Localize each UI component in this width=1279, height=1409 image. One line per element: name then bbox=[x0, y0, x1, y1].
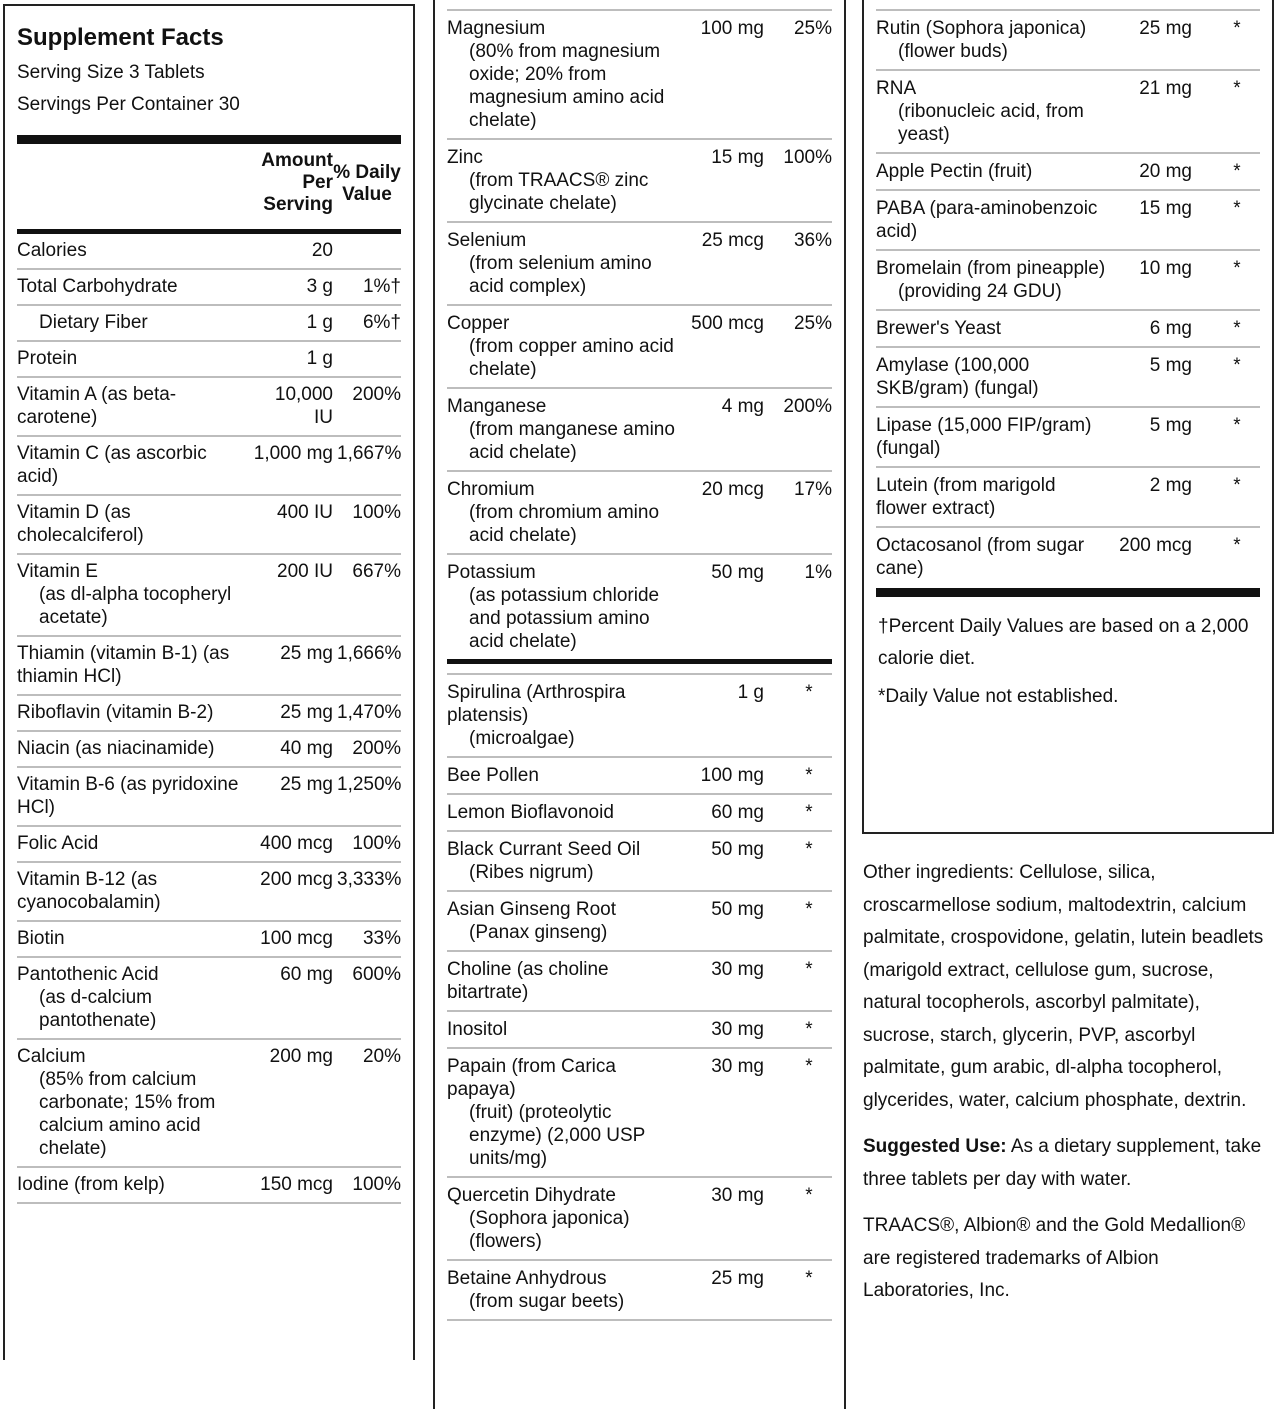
nutrient-amount: 500 mcg bbox=[691, 313, 764, 334]
nutrient-row bbox=[17, 922, 401, 958]
nutrient-amount: 25 mg bbox=[280, 702, 333, 723]
nutrient-daily-value: * bbox=[805, 959, 813, 980]
nutrient-amount: 20 mg bbox=[1139, 161, 1192, 182]
nutrient-amount: 25 mg bbox=[1139, 18, 1192, 39]
nutrient-name bbox=[17, 701, 253, 724]
nutrient-label: Total Carbohydrate bbox=[17, 276, 178, 297]
serving-size: Serving Size 3 Tablets bbox=[17, 62, 205, 83]
nutrient-row bbox=[17, 863, 401, 922]
divider-thick bbox=[17, 135, 401, 144]
nutrient-source: (80% from magnesium oxide; 20% from magnesium amino acid chelate) bbox=[469, 41, 665, 131]
nutrient-daily-value: 1% bbox=[804, 562, 832, 583]
nutrient-row bbox=[17, 270, 401, 306]
nutrient-row bbox=[447, 306, 832, 389]
nutrient-row bbox=[876, 154, 1260, 191]
nutrient-amount: 15 mg bbox=[1139, 198, 1192, 219]
nutrient-daily-value: 25% bbox=[793, 18, 832, 39]
nutrient-amount: 20 mcg bbox=[701, 479, 764, 500]
nutrient-label: Iodine (from kelp) bbox=[17, 1174, 165, 1195]
nutrient-label: Bromelain (from pineapple) bbox=[876, 258, 1106, 279]
nutrient-label: PABA (para-aminobenzoic acid) bbox=[876, 198, 1098, 242]
nutrient-row bbox=[447, 892, 832, 952]
nutrient-daily-value: 100% bbox=[783, 147, 832, 168]
nutrient-daily-value: * bbox=[1233, 198, 1241, 219]
nutrient-amount: 25 mcg bbox=[701, 230, 764, 251]
nutrient-name bbox=[17, 773, 253, 819]
nutrient-label: Black Currant Seed Oil bbox=[447, 839, 641, 860]
nutrient-row bbox=[876, 528, 1260, 586]
nutrient-label: Niacin (as niacinamide) bbox=[17, 738, 215, 759]
nutrient-label: Vitamin B-12 (as cyanocobalamin) bbox=[17, 869, 161, 913]
nutrient-row bbox=[17, 827, 401, 863]
nutrient-name bbox=[447, 146, 684, 215]
nutrient-label: Octacosanol (from sugar cane) bbox=[876, 535, 1085, 579]
nutrient-label: Apple Pectin (fruit) bbox=[876, 161, 1033, 182]
nutrient-row bbox=[447, 1261, 832, 1321]
nutrient-label: Spirulina (Arthrospira platensis) bbox=[447, 682, 626, 726]
nutrient-label: Potassium bbox=[447, 562, 536, 583]
nutrient-amount: 400 mcg bbox=[260, 833, 333, 854]
nutrient-source: (from manganese amino acid chelate) bbox=[469, 419, 675, 463]
nutrient-label: Papain (from Carica papaya) bbox=[447, 1056, 616, 1100]
nutrient-name bbox=[17, 832, 253, 855]
amount-per-serving-header: Amount Per Serving bbox=[261, 150, 333, 215]
nutrient-amount: 25 mg bbox=[280, 643, 333, 664]
nutrient-row bbox=[447, 9, 832, 140]
nutrient-amount: 3 g bbox=[306, 276, 333, 297]
nutrient-name bbox=[447, 561, 684, 653]
nutrient-row bbox=[447, 140, 832, 223]
nutrient-name bbox=[447, 898, 684, 944]
nutrient-row bbox=[447, 1049, 832, 1178]
nutrient-amount: 1 g bbox=[306, 312, 333, 333]
nutrient-row bbox=[17, 637, 401, 696]
nutrient-amount: 60 mg bbox=[280, 964, 333, 985]
nutrient-amount: 200 mg bbox=[269, 1046, 333, 1067]
label-title: Supplement Facts bbox=[17, 24, 224, 51]
nutrient-daily-value: 200% bbox=[352, 384, 401, 405]
nutrient-name bbox=[876, 160, 1112, 183]
nutrient-daily-value: 17% bbox=[793, 479, 832, 500]
nutrient-row bbox=[17, 1040, 401, 1168]
nutrient-daily-value: * bbox=[805, 899, 813, 920]
nutrient-row bbox=[17, 1168, 401, 1204]
nutrient-label: Copper bbox=[447, 313, 510, 334]
nutrient-row bbox=[447, 758, 832, 795]
nutrient-row bbox=[17, 768, 401, 827]
nutrient-amount: 200 mcg bbox=[1119, 535, 1192, 556]
nutrient-daily-value: * bbox=[805, 1019, 813, 1040]
nutrient-daily-value: * bbox=[1233, 535, 1241, 556]
nutrient-list-2b bbox=[447, 659, 832, 1321]
nutrient-name bbox=[17, 868, 253, 914]
nutrient-name bbox=[17, 1173, 253, 1196]
nutrient-source: (flower buds) bbox=[898, 41, 1008, 62]
nutrient-row bbox=[17, 437, 401, 496]
other-info bbox=[863, 857, 1273, 1322]
nutrient-name bbox=[447, 838, 684, 884]
nutrient-name bbox=[447, 801, 684, 824]
nutrient-list-1 bbox=[17, 234, 401, 1204]
nutrient-amount: 40 mg bbox=[280, 738, 333, 759]
nutrient-name bbox=[17, 927, 253, 950]
nutrient-name bbox=[876, 354, 1112, 400]
nutrient-row bbox=[876, 71, 1260, 154]
nutrient-daily-value: 1,470% bbox=[337, 702, 402, 723]
nutrient-amount: 50 mg bbox=[711, 839, 764, 860]
nutrient-source: (Panax ginseng) bbox=[469, 922, 608, 943]
nutrient-label: Vitamin B-6 (as pyridoxine HCl) bbox=[17, 774, 239, 818]
nutrient-daily-value: * bbox=[1233, 318, 1241, 339]
nutrient-amount: 400 IU bbox=[277, 502, 333, 523]
nutrient-row bbox=[17, 496, 401, 555]
nutrient-row bbox=[17, 378, 401, 437]
nutrient-name bbox=[17, 311, 253, 334]
nutrient-daily-value: 1,250% bbox=[337, 774, 402, 795]
nutrient-label: Vitamin D (as cholecalciferol) bbox=[17, 502, 144, 546]
supplement-facts-column-1 bbox=[3, 4, 415, 1360]
nutrient-label: Protein bbox=[17, 348, 78, 369]
nutrient-amount: 30 mg bbox=[711, 1056, 764, 1077]
nutrient-daily-value: 33% bbox=[362, 928, 401, 949]
nutrient-amount: 2 mg bbox=[1149, 475, 1192, 496]
nutrient-name bbox=[447, 958, 684, 1004]
nutrient-row bbox=[447, 223, 832, 306]
nutrient-daily-value: 25% bbox=[793, 313, 832, 334]
nutrient-amount: 100 mg bbox=[700, 18, 764, 39]
nutrient-row bbox=[447, 952, 832, 1012]
nutrient-name bbox=[447, 229, 684, 298]
divider-thick bbox=[876, 588, 1260, 597]
nutrient-daily-value: 1,667% bbox=[337, 443, 402, 464]
nutrient-label: Dietary Fiber bbox=[39, 312, 148, 333]
other-ingredients: Other ingredients: Cellulose, silica, croscarmellose sodium, maltodextrin, calcium palmitate, crospovidone, gelatin, lutein beadlets (marigold extract, cellulose gum, sucrose, natural tocopherols, ascorbyl palmitate), sucrose, starch, glycerin, PVP, ascorbyl palmitate, gum arabic, dl-alpha tocopherol, glycerides, water, calcium phosphate, dextrin. bbox=[863, 862, 1264, 1111]
supplement-facts-column-3 bbox=[862, 0, 1274, 834]
nutrient-label: Amylase (100,000 SKB/gram) (fungal) bbox=[876, 355, 1039, 399]
nutrient-amount: 20 bbox=[311, 240, 333, 261]
nutrient-label: Folic Acid bbox=[17, 833, 99, 854]
nutrient-label: Pantothenic Acid bbox=[17, 964, 159, 985]
nutrient-name bbox=[876, 474, 1112, 520]
nutrient-name bbox=[17, 383, 253, 429]
nutrient-name bbox=[17, 737, 253, 760]
nutrient-label: Quercetin Dihydrate bbox=[447, 1185, 616, 1206]
nutrient-label: Riboflavin (vitamin B-2) bbox=[17, 702, 214, 723]
nutrient-source: (Sophora japonica) (flowers) bbox=[469, 1208, 630, 1252]
nutrient-daily-value: * bbox=[805, 765, 813, 786]
nutrient-label: Inositol bbox=[447, 1019, 508, 1040]
nutrient-name bbox=[17, 1045, 253, 1160]
nutrient-name bbox=[447, 1018, 684, 1041]
nutrient-label: RNA bbox=[876, 78, 917, 99]
nutrient-label: Vitamin A (as beta-carotene) bbox=[17, 384, 177, 428]
nutrient-source: (85% from calcium carbonate; 15% from calcium amino acid chelate) bbox=[39, 1069, 216, 1159]
nutrient-daily-value: 200% bbox=[783, 396, 832, 417]
nutrient-label: Brewer's Yeast bbox=[876, 318, 1002, 339]
nutrient-amount: 50 mg bbox=[711, 562, 764, 583]
nutrient-name bbox=[17, 239, 253, 262]
nutrient-name bbox=[447, 764, 684, 787]
nutrient-name bbox=[17, 560, 253, 629]
nutrient-amount: 200 IU bbox=[277, 561, 333, 582]
nutrient-amount: 5 mg bbox=[1149, 415, 1192, 436]
nutrient-row bbox=[876, 191, 1260, 251]
suggested-use-label: Suggested Use: bbox=[863, 1136, 1007, 1157]
nutrient-row bbox=[447, 673, 832, 758]
nutrient-amount: 25 mg bbox=[711, 1268, 764, 1289]
nutrient-daily-value: * bbox=[1233, 415, 1241, 436]
nutrient-label: Zinc bbox=[447, 147, 483, 168]
nutrient-daily-value: 3,333% bbox=[337, 869, 402, 890]
nutrient-label: Bee Pollen bbox=[447, 765, 539, 786]
suggested-use bbox=[863, 1131, 1273, 1196]
nutrient-amount: 25 mg bbox=[280, 774, 333, 795]
nutrient-source: (from TRAACS® zinc glycinate chelate) bbox=[469, 170, 649, 214]
nutrient-source: (providing 24 GDU) bbox=[898, 281, 1062, 302]
nutrient-list-3 bbox=[876, 9, 1260, 586]
nutrient-source: (microalgae) bbox=[469, 728, 575, 749]
nutrient-label: Calcium bbox=[17, 1046, 86, 1067]
nutrient-daily-value: * bbox=[805, 802, 813, 823]
nutrient-source: (ribonucleic acid, from yeast) bbox=[898, 101, 1084, 145]
nutrient-name bbox=[447, 1267, 684, 1313]
nutrient-row bbox=[17, 234, 401, 270]
nutrient-daily-value: * bbox=[805, 839, 813, 860]
nutrient-label: Biotin bbox=[17, 928, 65, 949]
nutrient-name bbox=[876, 17, 1112, 63]
nutrient-daily-value: 20% bbox=[362, 1046, 401, 1067]
column-header bbox=[17, 144, 401, 229]
nutrient-name bbox=[876, 197, 1112, 243]
nutrient-daily-value: * bbox=[1233, 475, 1241, 496]
nutrient-amount: 1,000 mg bbox=[253, 443, 333, 464]
nutrient-name bbox=[17, 275, 253, 298]
nutrient-row bbox=[876, 251, 1260, 311]
nutrient-source: (as potassium chloride and potassium amino acid chelate) bbox=[469, 585, 660, 652]
nutrient-label: Selenium bbox=[447, 230, 527, 251]
nutrient-list-2 bbox=[447, 9, 832, 659]
nutrient-daily-value: 1,666% bbox=[337, 643, 402, 664]
nutrient-name bbox=[876, 317, 1112, 340]
servings-per-container: Servings Per Container 30 bbox=[17, 94, 240, 115]
nutrient-daily-value: 667% bbox=[352, 561, 401, 582]
nutrient-name bbox=[17, 442, 253, 488]
nutrient-daily-value: * bbox=[805, 1056, 813, 1077]
nutrient-source: (from sugar beets) bbox=[469, 1291, 625, 1312]
nutrient-label: Asian Ginseng Root bbox=[447, 899, 616, 920]
supplement-facts-column-2 bbox=[433, 0, 846, 1409]
nutrient-row bbox=[876, 9, 1260, 71]
nutrient-row bbox=[447, 795, 832, 832]
nutrient-row bbox=[876, 348, 1260, 408]
nutrient-amount: 10,000 IU bbox=[274, 384, 333, 428]
nutrient-amount: 60 mg bbox=[711, 802, 764, 823]
nutrient-amount: 30 mg bbox=[711, 1185, 764, 1206]
nutrient-row bbox=[447, 389, 832, 472]
nutrient-daily-value: * bbox=[805, 1185, 813, 1206]
nutrient-daily-value: * bbox=[1233, 161, 1241, 182]
nutrient-amount: 5 mg bbox=[1149, 355, 1192, 376]
nutrient-daily-value: 100% bbox=[352, 502, 401, 523]
nutrient-amount: 1 g bbox=[737, 682, 764, 703]
nutrient-label: Choline (as choline bitartrate) bbox=[447, 959, 609, 1003]
nutrient-row bbox=[876, 468, 1260, 528]
nutrient-row bbox=[17, 732, 401, 768]
nutrient-label: Vitamin C (as ascorbic acid) bbox=[17, 443, 207, 487]
nutrient-row bbox=[447, 832, 832, 892]
nutrient-name bbox=[447, 17, 684, 132]
nutrient-amount: 30 mg bbox=[711, 959, 764, 980]
nutrient-label: Calories bbox=[17, 240, 87, 261]
nutrient-amount: 21 mg bbox=[1139, 78, 1192, 99]
nutrient-amount: 1 g bbox=[306, 348, 333, 369]
nutrient-name bbox=[447, 681, 684, 750]
nutrient-daily-value: * bbox=[1233, 18, 1241, 39]
nutrient-daily-value: 6%† bbox=[362, 312, 401, 333]
nutrient-row bbox=[17, 696, 401, 732]
nutrient-name bbox=[447, 478, 684, 547]
nutrient-name bbox=[447, 1184, 684, 1253]
nutrient-name bbox=[876, 414, 1112, 460]
nutrient-daily-value: * bbox=[805, 682, 813, 703]
nutrient-daily-value: * bbox=[1233, 355, 1241, 376]
dagger-footnote: †Percent Daily Values are based on a 2,000 calorie diet. bbox=[878, 616, 1249, 669]
nutrient-row bbox=[17, 958, 401, 1040]
nutrient-amount: 150 mcg bbox=[260, 1174, 333, 1195]
nutrient-daily-value: * bbox=[1233, 78, 1241, 99]
nutrient-row bbox=[447, 1012, 832, 1049]
nutrient-label: Magnesium bbox=[447, 18, 546, 39]
nutrient-daily-value: 1%† bbox=[362, 276, 401, 297]
nutrient-amount: 6 mg bbox=[1149, 318, 1192, 339]
nutrient-amount: 50 mg bbox=[711, 899, 764, 920]
nutrient-daily-value: 200% bbox=[352, 738, 401, 759]
nutrient-name bbox=[447, 1055, 684, 1170]
nutrient-label: Lemon Bioflavonoid bbox=[447, 802, 614, 823]
nutrient-amount: 30 mg bbox=[711, 1019, 764, 1040]
nutrient-label: Betaine Anhydrous bbox=[447, 1268, 607, 1289]
nutrient-name bbox=[447, 312, 684, 381]
nutrient-daily-value: * bbox=[805, 1268, 813, 1289]
nutrient-label: Manganese bbox=[447, 396, 547, 417]
nutrient-amount: 100 mcg bbox=[260, 928, 333, 949]
nutrient-name bbox=[447, 395, 684, 464]
nutrient-label: Chromium bbox=[447, 479, 535, 500]
daily-value-header: % Daily Value bbox=[333, 162, 401, 205]
nutrient-source: (fruit) (proteolytic enzyme) (2,000 USP units/mg) bbox=[469, 1102, 646, 1169]
nutrient-source: (from selenium amino acid complex) bbox=[469, 253, 652, 297]
nutrient-row bbox=[17, 555, 401, 637]
nutrient-name bbox=[876, 534, 1112, 580]
suggested-use-text: As a dietary supplement, take three tablets per day with water. bbox=[863, 1136, 1262, 1190]
trademark-notice: TRAACS®, Albion® and the Gold Medallion® are registered trademarks of Albion Laboratories, Inc. bbox=[863, 1215, 1246, 1301]
nutrient-source: (as dl-alpha tocopheryl acetate) bbox=[39, 584, 232, 628]
nutrient-label: Rutin (Sophora japonica) bbox=[876, 18, 1087, 39]
nutrient-label: Vitamin E bbox=[17, 561, 98, 582]
nutrient-daily-value: 36% bbox=[793, 230, 832, 251]
nutrient-amount: 200 mcg bbox=[260, 869, 333, 890]
nutrient-row bbox=[876, 311, 1260, 348]
nutrient-amount: 100 mg bbox=[700, 765, 764, 786]
nutrient-source: (Ribes nigrum) bbox=[469, 862, 594, 883]
nutrient-row bbox=[447, 555, 832, 659]
nutrient-row bbox=[876, 408, 1260, 468]
nutrient-source: (as d-calcium pantothenate) bbox=[39, 987, 157, 1031]
nutrient-daily-value: 100% bbox=[352, 833, 401, 854]
nutrient-name bbox=[17, 642, 253, 688]
nutrient-row bbox=[17, 342, 401, 378]
nutrient-name bbox=[876, 77, 1112, 146]
nutrient-daily-value: 600% bbox=[352, 964, 401, 985]
nutrient-source: (from chromium amino acid chelate) bbox=[469, 502, 660, 546]
nutrient-name bbox=[17, 501, 253, 547]
nutrient-name bbox=[876, 257, 1112, 303]
nutrient-row bbox=[447, 472, 832, 555]
nutrient-daily-value: 100% bbox=[352, 1174, 401, 1195]
nutrient-label: Thiamin (vitamin B-1) (as thiamin HCl) bbox=[17, 643, 230, 687]
nutrient-source: (from copper amino acid chelate) bbox=[469, 336, 674, 380]
nutrient-name bbox=[17, 347, 253, 370]
nutrient-amount: 10 mg bbox=[1139, 258, 1192, 279]
nutrient-row bbox=[447, 1178, 832, 1261]
nutrient-daily-value: * bbox=[1233, 258, 1241, 279]
nutrient-name bbox=[17, 963, 253, 1032]
nutrient-label: Lipase (15,000 FIP/gram) (fungal) bbox=[876, 415, 1092, 459]
nutrient-label: Lutein (from marigold flower extract) bbox=[876, 475, 1056, 519]
nutrient-amount: 15 mg bbox=[711, 147, 764, 168]
nutrient-row bbox=[17, 306, 401, 342]
star-footnote: *Daily Value not established. bbox=[878, 686, 1119, 707]
nutrient-amount: 4 mg bbox=[721, 396, 764, 417]
